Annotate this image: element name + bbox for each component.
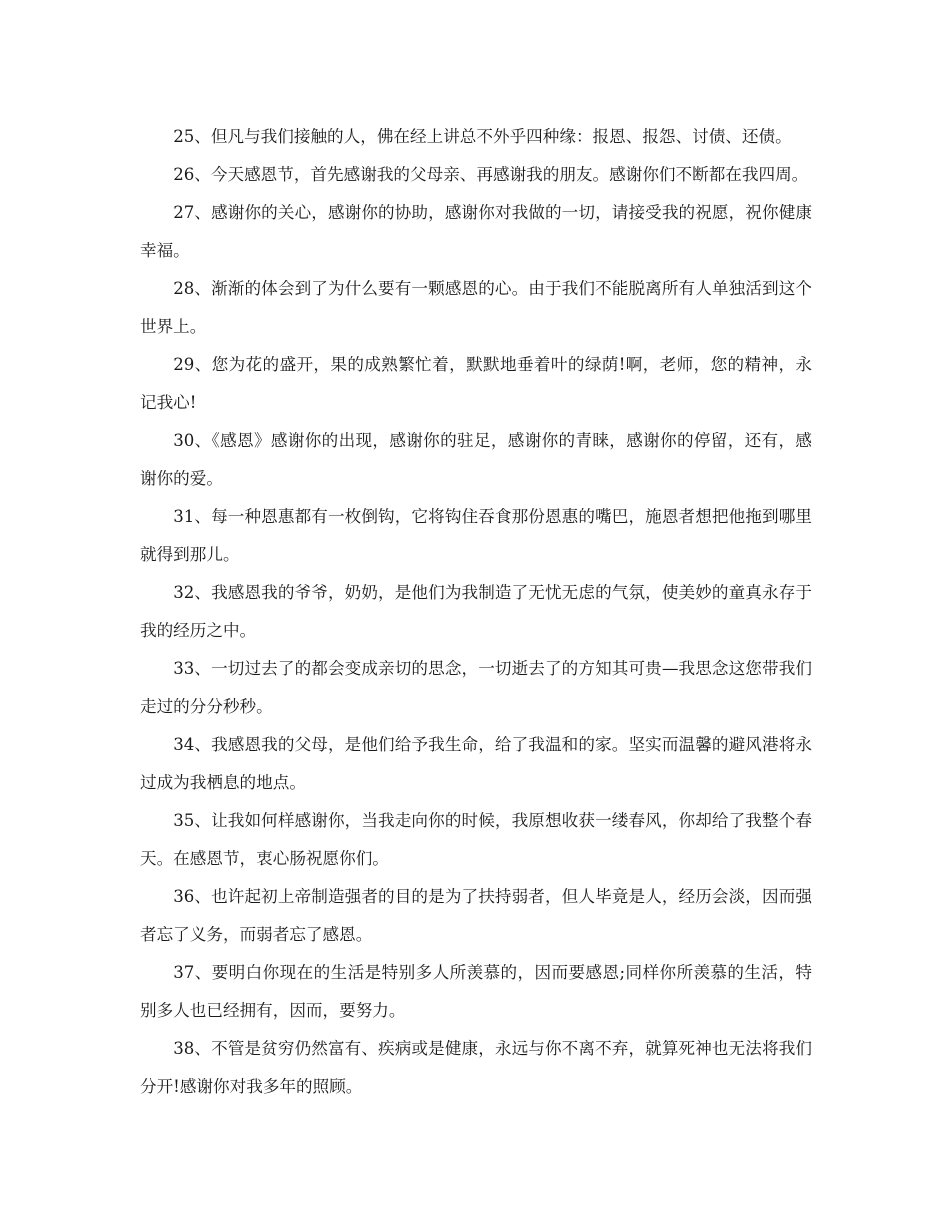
paragraph-25: 25、但凡与我们接触的人，佛在经上讲总不外乎四种缘：报恩、报怨、讨债、还债。 [173,127,792,146]
paragraph-27: 27、感谢你的关心，感谢你的协助，感谢你对我做的一切，请接受我的祝愿，祝你健康幸福。 [140,203,812,260]
paragraph-32: 32、我感恩我的爷爷，奶奶，是他们为我制造了无忧无虑的气氛，使美妙的童真永存于我的经历之中。 [140,583,812,640]
paragraph-26: 26、今天感恩节，首先感谢我的父母亲、再感谢我的朋友。感谢你们不断都在我四周。 [173,165,809,184]
paragraph-33: 33、一切过去了的都会变成亲切的思念，一切逝去了的方知其可贵—我思念这您带我们走过的分分秒秒。 [140,659,812,716]
paragraph-34: 34、我感恩我的父母，是他们给予我生命，给了我温和的家。坚实而温馨的避风港将永过成为我栖息的地点。 [140,735,812,792]
paragraph-28: 28、渐渐的体会到了为什么要有一颗感恩的心。由于我们不能脱离所有人单独活到这个世界上。 [140,279,812,336]
paragraph-35: 35、让我如何样感谢你，当我走向你的时候，我原想收获一缕春风，你却给了我整个春天。在感恩节，衷心肠祝愿你们。 [140,811,812,868]
paragraph-36: 36、也许起初上帝制造强者的目的是为了扶持弱者，但人毕竟是人，经历会淡，因而强者忘了义务，而弱者忘了感恩。 [140,887,812,944]
paragraph-29: 29、您为花的盛开，果的成熟繁忙着，默默地垂着叶的绿荫!啊，老师，您的精神，永记我心! [140,355,812,412]
paragraph-37: 37、要明白你现在的生活是特别多人所羡慕的，因而要感恩;同样你所羡慕的生活，特别多人也已经拥有，因而，要努力。 [140,963,812,1020]
paragraph-31: 31、每一种恩惠都有一枚倒钩，它将钩住吞食那份恩惠的嘴巴，施恩者想把他拖到哪里就得到那儿。 [140,507,812,564]
paragraph-30: 30、《感恩》感谢你的出现，感谢你的驻足，感谢你的青睐，感谢你的停留，还有，感谢你的爱。 [140,431,812,488]
document-body [140,118,812,1106]
paragraph-38: 38、不管是贫穷仍然富有、疾病或是健康，永远与你不离不弃，就算死神也无法将我们分开!感谢你对我多年的照顾。 [140,1039,812,1096]
